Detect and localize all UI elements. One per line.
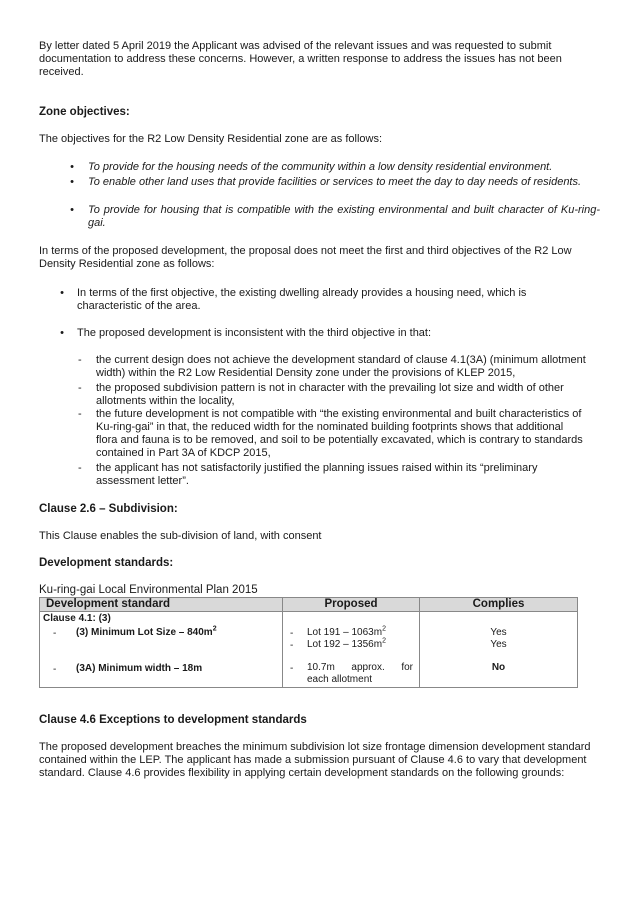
width-proposed-line: each allotment [307, 674, 373, 685]
intro-paragraph: By letter dated 5 April 2019 the Applicant was advised of the relevant issues and was requested to submit documentation to address these concerns. However, a written response to address the issues has not been received. [39, 40, 562, 78]
lep-title: Ku-ring-gai Local Environmental Plan 2015 [39, 584, 258, 596]
clause-46-text: The proposed development breaches the minimum subdivision lot size frontage dimension development standard contained within the LEP. The applicant has made a submission pursuant of Clause 4.6 to vary that development standard. Clause 4.6 provides flexibility in applying certain development standards on the following grounds: [39, 741, 591, 779]
dash-marker: - [78, 382, 82, 394]
development-standards-table [39, 597, 578, 688]
bullet-icon: • [60, 287, 64, 299]
min-lot-size-standard [76, 627, 217, 638]
superscript: 2 [212, 625, 217, 633]
complies-value: No [491, 662, 506, 673]
bullet-icon: • [70, 204, 74, 216]
lot-192-label: Lot 192 – 1356m [307, 639, 383, 650]
dash-marker: - [78, 462, 82, 474]
table-header-row [40, 598, 578, 612]
table-header-cell: Complies [420, 598, 578, 612]
bullet-icon: • [70, 176, 74, 188]
dash-marker: - [78, 408, 82, 420]
standard-cell [40, 612, 283, 688]
objective-item: To provide for the housing needs of the community within a low density residential environment. [88, 161, 553, 173]
clause-26-heading: Clause 2.6 – Subdivision: [39, 503, 178, 515]
complies-value: Yes [490, 627, 507, 638]
third-point-item: the applicant has not satisfactorily justified the planning issues raised within its “preliminary assessment letter”. [96, 462, 538, 487]
complies-value: Yes [490, 639, 507, 650]
lot-191-value [307, 627, 386, 638]
dash-marker: - [290, 640, 294, 651]
bullet-icon: • [60, 327, 64, 339]
bullet-icon: • [70, 161, 74, 173]
zone-objectives-intro: The objectives for the R2 Low Density Residential zone are as follows: [39, 133, 383, 145]
clause-26-text: This Clause enables the sub-division of land, with consent [39, 530, 322, 542]
width-proposed-line: 10.7m approx. for [307, 662, 413, 673]
dash-marker: - [290, 628, 294, 639]
dash-marker: - [53, 628, 57, 639]
lot-192-value [307, 639, 386, 650]
superscript: 2 [382, 637, 386, 645]
dash-marker: - [53, 664, 57, 675]
table-header-cell: Development standard [40, 598, 283, 612]
dash-marker: - [290, 663, 294, 674]
proposed-cell [283, 612, 420, 688]
objective-item: To provide for housing that is compatible with the existing environmental and built character of Ku-ring-gai. [88, 204, 600, 229]
objective-item: To enable other land uses that provide facilities or services to meet the day to day needs of residents. [88, 176, 582, 188]
min-lot-size-label: (3) Minimum Lot Size – 840m [76, 627, 213, 638]
table-row [40, 612, 578, 688]
first-objective-item: In terms of the first objective, the existing dwelling already provides a housing need, which is characteristic of the area. [77, 287, 527, 312]
third-point-item: the future development is not compatible with “the existing environmental and built characteristics of Ku-ring-gai” in that, the reduced width for the nominated building footprints shows that additional flora and fauna is to be removed, and soil to be potentially excavated, which is contrary to standards contained in Part 3A of KDCP 2015, [96, 408, 583, 459]
min-width-standard: (3A) Minimum width – 18m [76, 663, 203, 674]
table-header-cell: Proposed [283, 598, 420, 612]
zone-objectives-heading: Zone objectives: [39, 106, 130, 118]
complies-cell [420, 612, 578, 688]
third-objective-item: The proposed development is inconsistent with the third objective in that: [77, 327, 432, 339]
proposal-paragraph: In terms of the proposed development, the proposal does not meet the first and third objectives of the R2 Low Density Residential zone as follows: [39, 245, 572, 270]
third-point-item: the proposed subdivision pattern is not in character with the prevailing lot size and width of other allotments within the locality, [96, 382, 564, 407]
lot-191-label: Lot 191 – 1063m [307, 627, 383, 638]
development-standards-heading: Development standards: [39, 557, 174, 569]
clause-label: Clause 4.1: (3) [43, 613, 111, 624]
clause-46-heading: Clause 4.6 Exceptions to development standards [39, 714, 307, 726]
superscript: 2 [382, 625, 386, 633]
third-point-item: the current design does not achieve the development standard of clause 4.1(3A) (minimum allotment width) within the R2 Low Residential Density zone under the provisions of KLEP 2015, [96, 354, 586, 379]
dash-marker: - [78, 354, 82, 366]
